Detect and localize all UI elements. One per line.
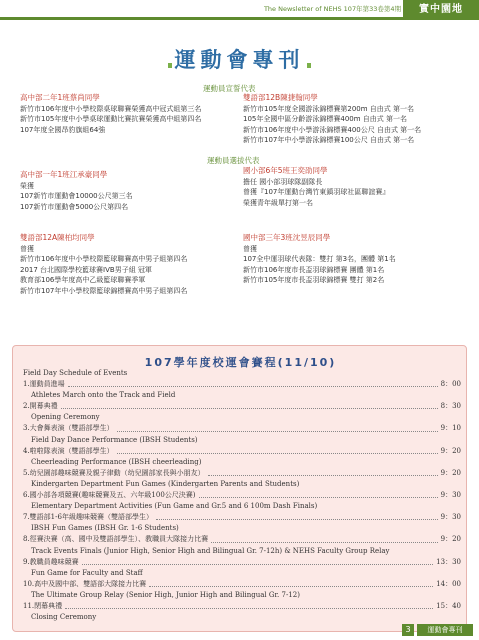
event-time: 9：20 [440,535,461,544]
athlete-name: 高中部二年1班蔡尚同學 [20,93,100,102]
schedule-item [23,601,461,612]
athlete-block [243,166,468,208]
event-en: IBSH Fun Games (IBSH Gr. 1-6 Students) [31,524,179,533]
event-en: Opening Ceremony [31,413,100,422]
schedule-item [23,423,461,434]
event-time: 9：30 [440,491,461,500]
leader-dots [117,423,438,431]
athlete-block [20,170,235,212]
achievement-line: 107年度全國昂豹旗組64強 [20,125,106,134]
leader-dots [149,579,433,587]
athlete-name: 國中部三年3班沈昱辰同學 [243,233,331,242]
athlete-block [20,93,235,135]
event-zh: 1.運動員進場 [23,380,65,389]
event-time: 9：10 [440,424,461,433]
achievement-line: 107新竹市運動會10000公尺第三名 [20,192,133,200]
athlete-name: 雙語部12B陳捷翰同學 [243,93,318,102]
event-zh: 10.高中及國中部、雙語部大隊接力比賽 [23,579,147,588]
leader-dots [61,401,438,409]
header-bar [0,0,479,20]
achievement-line: 教育部106學年度高中乙級籃球聯賽季軍 [20,276,146,284]
schedule-heading: Field Day Schedule of Events [23,369,128,377]
event-en: Track Events Finals (Junior High, Senior High and Bilingual Gr. 7-12h) & NEHS Faculty Group Relay [31,546,390,555]
achievement-line: 新竹市105年度市長盃羽球錦標賽 雙打 第2名 [243,276,385,284]
athlete-block [243,93,468,146]
schedule-item [23,557,461,568]
schedule-item [23,379,461,390]
event-en: Cheerleading Performance (IBSH cheerleading) [31,457,202,466]
achievement-line: 新竹市105年度全國游泳錦標賽第200m 自由式 第一名 [243,104,414,113]
event-en: Fun Game for Faculty and Staff [31,568,143,577]
event-time: 9：30 [440,513,461,522]
achievement-line: 新竹市107年中小學游泳錦標賽100公尺 自由式 第一名 [243,136,415,144]
schedule-panel [12,345,467,632]
leader-dots [156,512,438,520]
event-time: 8：30 [440,402,461,411]
event-en: Field Day Dance Performance (IBSH Students) [31,435,198,444]
achievement-line: 榮獲青年級單打第一名 [243,198,313,207]
achievement-line: 新竹市106年度中小學校際桌球聯賽榮獲高中冠式組第三名 [20,104,202,113]
section-tab: 實中園地 [403,0,479,20]
achievement-line: 2017 台北國際學校籃球賽IVB男子組 冠軍 [20,265,152,274]
title-rule-left [168,63,172,68]
achievement-line: 107新竹市運動會5000公尺第四名 [20,202,129,211]
section-label-coach: 運動員選拔代表 [207,156,260,165]
schedule-item [23,534,461,545]
athlete-name: 高中部一年1班江承豪同學 [20,170,108,179]
event-zh: 6.國小部各項競賽(趣味競賽及五、六年級100公尺決賽) [23,491,196,500]
event-time: 13：30 [436,557,461,566]
event-time: 9：20 [440,468,461,477]
leader-dots [82,557,433,565]
athlete-name: 國小部6年5班王奕劭同學 [243,166,328,175]
schedule-item [23,446,461,457]
title-rule-right [307,63,311,68]
header-rule [0,17,479,20]
achievement-line: 新竹市106年度市長盃羽球錦標賽 團體 第1名 [243,265,385,274]
achievement-line: 擔任 國小部羽球隊副隊長 [243,177,323,186]
leader-dots [68,379,438,387]
event-en: Closing Ceremony [31,613,97,622]
footer-tag: 運動會專刊 [417,624,473,636]
achievement-line: 曾獲『107年運動台灣竹東鎮羽球社區聯誼賽』 [243,188,390,196]
schedule-item [23,512,461,523]
event-en: Kindergarten Department Fun Games (Kindergarten Parents and Students) [31,479,300,488]
achievement-line: 榮獲 [20,181,34,190]
schedule-title: 107學年度校運會賽程(11/10) [144,356,337,369]
leader-dots [211,534,437,542]
schedule-item [23,490,461,501]
leader-dots [117,446,438,454]
event-en: The Ultimate Group Relay (Senior High, Junior High and Bilingual Gr. 7-12) [31,590,300,599]
schedule-list [23,368,461,623]
event-zh: 4.啦啦隊表演（雙語部學生） [23,446,114,455]
event-zh: 8.徑賽決賽（高、國中及雙語部學生）、教職員大隊接力比賽 [23,535,209,544]
achievement-line: 新竹市105年度中小學桌球運動比賽抗賽榮獲高中組第四名 [20,115,202,123]
event-zh: 11.閉幕典禮 [23,601,63,610]
schedule-item [23,579,461,590]
athlete-block [243,233,468,286]
event-zh: 5.幼兒園部趣味競賽及親子律動（幼兒園部家長與小朋友） [23,468,205,477]
event-zh: 3.大會舞表演（雙語部學生） [23,424,114,433]
achievement-line: 新竹市107年中小學校際籃球錦標賽高中男子組第四名 [20,286,188,295]
leader-dots [65,601,433,609]
page-number: 3 [402,624,414,636]
achievement-line: 曾獲 [243,244,257,253]
achievement-line: 新竹市106年度中小學校際籃球聯賽高中男子組第四名 [20,255,188,263]
event-time: 8：00 [440,380,461,389]
achievement-line: 107全中運羽球代表隊：雙打 第3名，團體 第1名 [243,255,396,263]
leader-dots [208,468,438,476]
athlete-name: 雙語部12A陳柏均同學 [20,233,95,242]
event-time: 9：20 [440,446,461,455]
event-zh: 2.開幕典禮 [23,402,58,411]
event-en: Elementary Department Activities (Fun Game and Gr.5 and 6 100m Dash Finals) [31,502,318,511]
event-time: 15：40 [436,601,461,610]
achievement-line: 105年全國中區分齡游泳錦標賽400m 自由式 第一名 [243,115,407,123]
event-time: 14：00 [436,579,461,588]
event-zh: 9.教職員趣味競賽 [23,557,79,566]
page-title: 運動會專刊 [174,48,305,72]
leader-dots [199,490,438,498]
schedule-item [23,468,461,479]
newsletter-issue-text: The Newsletter of NEHS 107年第33卷第4期 [263,5,401,13]
schedule-item [23,401,461,412]
section-label-athlete: 運動員宣誓代表 [203,84,256,93]
achievement-line: 新竹市106年度中小學游泳錦標賽400公尺 自由式 第一名 [243,125,422,134]
event-zh: 7.雙語部1-6年級趣味競賽（雙語部學生） [23,513,153,522]
achievement-line: 曾獲 [20,244,34,253]
athlete-block [20,233,235,296]
event-en: Athletes March onto the Track and Field [31,391,176,400]
